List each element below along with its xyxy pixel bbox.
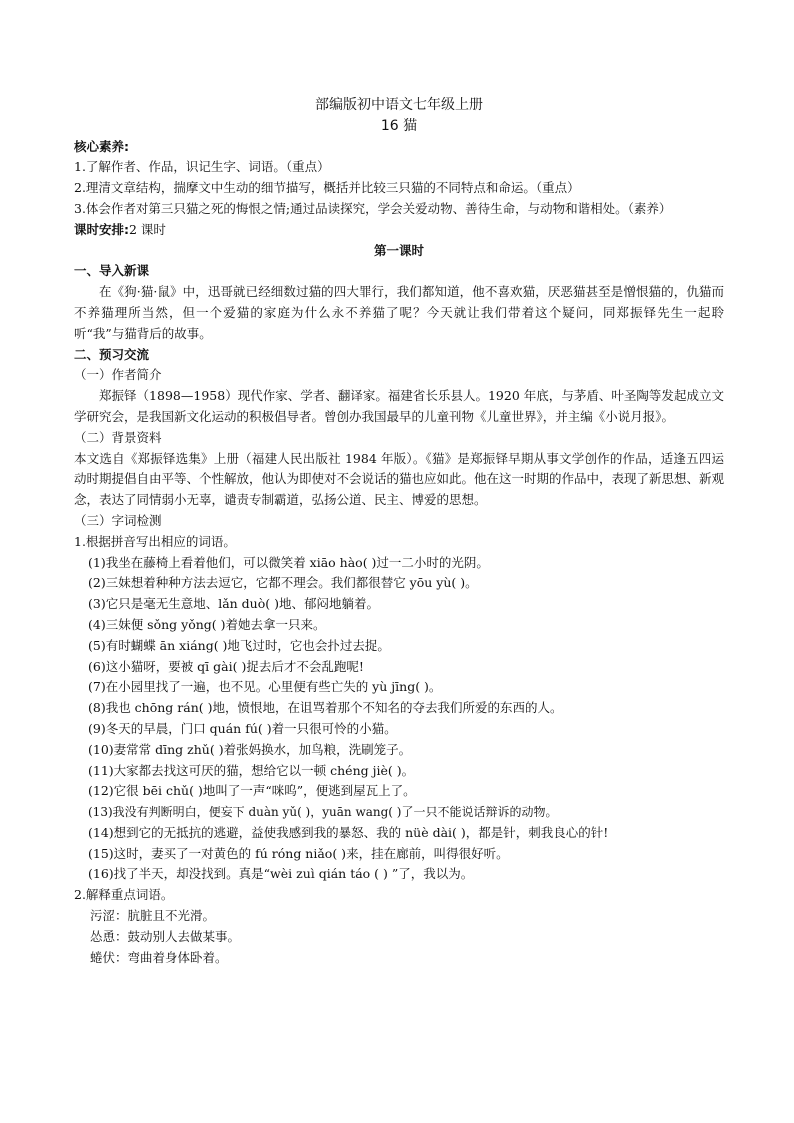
section-2-title: 二、预习交流 — [74, 346, 150, 362]
list-item: (13)我没有判断明白，便妄下 duàn yǔ( )，yuān wang( )了一只不能说话辩诉的动物。 — [88, 805, 558, 820]
list-item: (2)三妹想着种种方法去逗它，它都不理会。我们都很替它 yōu yù( )。 — [88, 575, 478, 591]
core-item-3: 3.体会作者对第三只猫之死的悔恨之情;通过品读探究，学会关爱动物、善待生命，与动物和谐相处。（素养） — [74, 200, 672, 216]
document-title: 部编版初中语文七年级上册 — [315, 97, 483, 113]
document-body — [74, 95, 724, 968]
definition-item: 蜷伏：弯曲着身体卧着。 — [90, 949, 228, 965]
list-item: (10)妻常常 dīng zhǔ( )着张妈换水，加鸟粮，洗刷笼子。 — [88, 741, 412, 757]
list-item: (1)我坐在藤椅上看着他们，可以微笑着 xiāo hào( )过一二小时的光阴。 — [88, 554, 489, 570]
list-item: (3)它只是毫无生意地、lǎn duò( )地、郁闷地躺着。 — [88, 596, 379, 612]
list-item: (16)找了半天，却没找到。真是“wèi zuì qián táo ( ) ”了，我以为。 — [88, 866, 474, 882]
subsection-1-text: 郑振铎（1898—1958）现代作家、学者、翻译家。福建省长乐县人。1920 年底，与茅盾、叶圣陶等发起成立文学研究会，是我国新文化运动的积极倡导者。曾创办我国最早的儿童刊物《儿童世界》，并主编《小说月报》。 — [74, 388, 724, 424]
lesson-title: 16 猫 — [380, 117, 418, 134]
list-item: (9)冬天的早晨，门口 quán fú( )着一只很可怜的小猫。 — [88, 720, 397, 736]
subsection-1-title: （一）作者简介 — [74, 367, 162, 383]
definition-item: 污涩：肮脏且不光滑。 — [90, 908, 216, 924]
list-item: (12)它很 bēi chǔ( )地叫了一声“咪呜”，便逃到屋瓦上了。 — [88, 783, 416, 799]
schedule-row — [74, 220, 724, 241]
list-item: (8)我也 chōng rán( )地，愤恨地，在诅骂着那个不知名的夺去我们所爱的东西的人。 — [88, 700, 563, 716]
list-item: (14)想到它的无抵抗的逃避，益使我感到我的暴怒、我的 nüè dài( )，都是针，刺我良心的针! — [88, 824, 609, 840]
question-1: 1.根据拼音写出相应的词语。 — [74, 533, 236, 549]
schedule-value: 2 课时 — [129, 221, 166, 237]
core-item-1: 1.了解作者、作品，识记生字、词语。（重点） — [74, 159, 330, 175]
list-item: (4)三妹便 sǒng yǒng( )着她去拿一只来。 — [88, 616, 326, 632]
section-1-text: 在《狗·猫·鼠》中，迅哥就已经细数过猫的四大罪行，我们都知道，他不喜欢猫，厌恶猫甚至是憎恨猫的，仇猫而不养猫理所当然，但一个爱猫的家庭为什么永不养猫了呢？今天就让我们带着这个疑问，同郑振铎先生一起聆听“我”与猫背后的故事。 — [74, 284, 724, 341]
list-item: (5)有时蝴蝶 ān xiáng( )地飞过时，它也会扑过去捉。 — [88, 637, 390, 653]
question-2: 2.解释重点词语。 — [74, 887, 174, 903]
first-period-heading: 第一课时 — [373, 242, 424, 258]
list-item: (7)在小园里找了一遍，也不见。心里便有些亡失的 yù jīng( )。 — [88, 679, 442, 695]
subsection-2-text: 本文选自《郑振铎选集》上册（福建人民出版社 1984 年版）。《猫》是郑振铎早期从事文学创作的作品，适逢五四运动时期提倡自由平等、个性解放，他认为即使对不会说话的猫也应如此。他在这一时期的作品中，表现了新思想、新观念，表达了同情弱小无辜，谴责专制霸道，弘扬公道、民主、博爱的思想。 — [74, 450, 725, 508]
section-1-title: 一、导入新课 — [74, 263, 150, 279]
subsection-3-title: （三）字词检测 — [74, 512, 162, 528]
list-item: (11)大家都去找这可厌的猫，想给它以一顿 chéng jiè( )。 — [88, 762, 415, 778]
subsection-2-title: （二）背景资料 — [74, 429, 162, 445]
schedule-label: 课时安排: — [74, 221, 129, 237]
list-item: (6)这小猫呀，要被 qī gài( )捉去后才不会乱跑呢! — [88, 658, 364, 674]
core-label: 核心素养: — [74, 138, 129, 154]
list-item: (15)这时，妻买了一对黄色的 fú róng niǎo( )来，挂在廊前，叫得很好听。 — [88, 845, 509, 861]
core-item-2: 2.理清文章结构，揣摩文中生动的细节描写，概括并比较三只猫的不同特点和命运。（重点） — [74, 180, 580, 196]
definition-item: 怂恿：鼓动别人去做某事。 — [90, 928, 241, 944]
